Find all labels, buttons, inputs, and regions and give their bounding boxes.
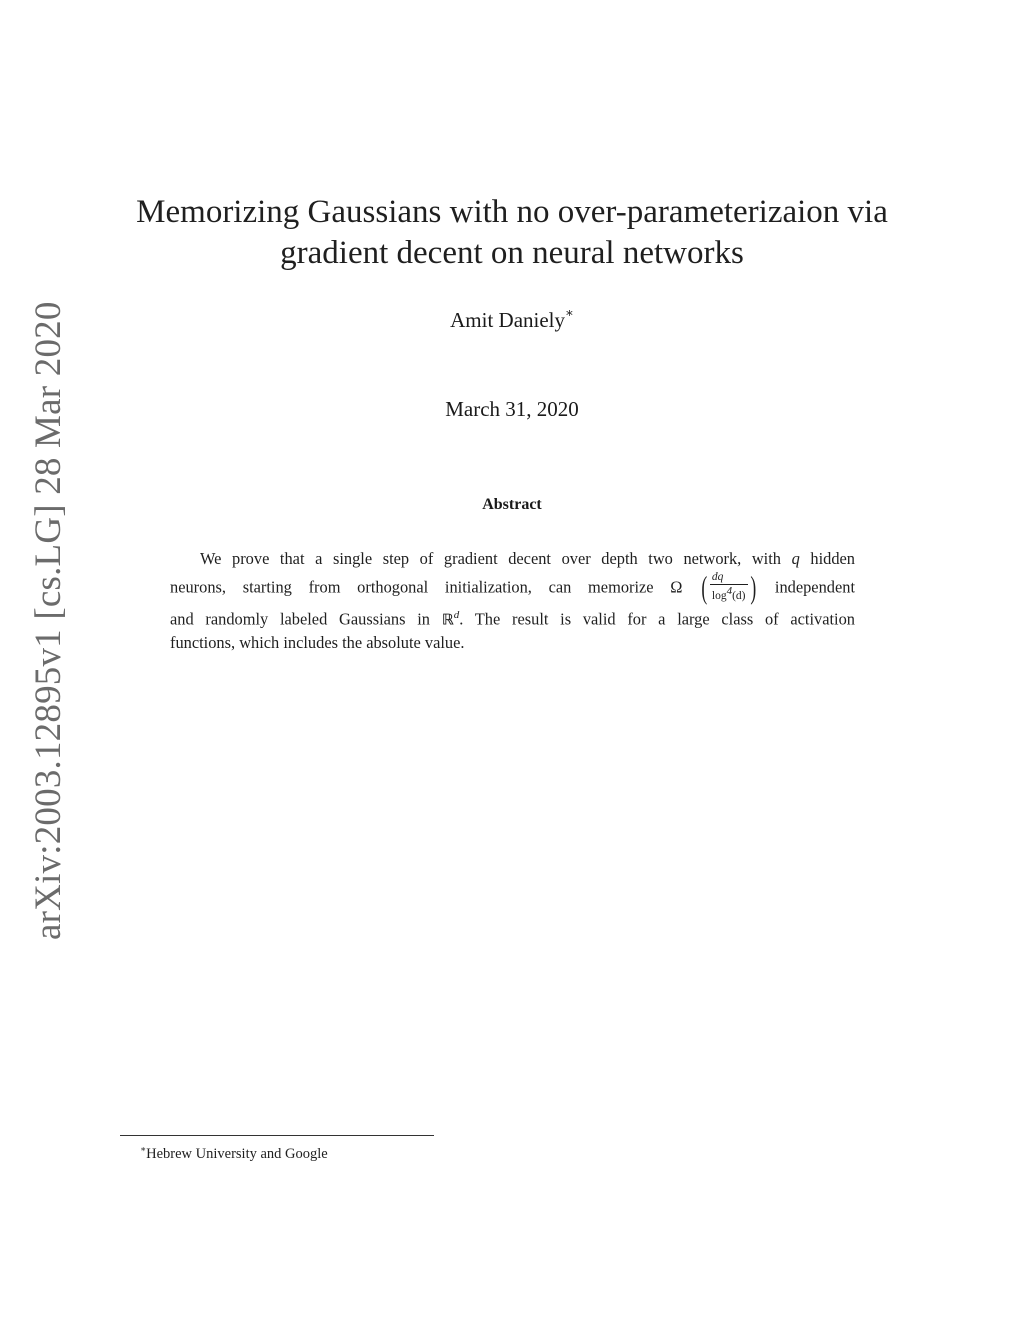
arxiv-identifier-stamp: arXiv:2003.12895v1 [cs.LG] 28 Mar 2020 [28,301,69,940]
fraction-denominator: $\log^4(d)$ [711,585,746,602]
paper-title [100,192,924,274]
abstract-line-1: We prove that a single step of gradient decent over depth two network, with q hidden [200,549,855,568]
author-footnote-mark: ∗ [565,305,574,320]
abstract-body [170,545,855,657]
paper-date: March 31, 2020 [445,397,579,421]
abstract-line-4: functions, which includes the absolute value. [170,633,465,652]
abstract-line-2: neurons, starting from orthogonal initialization, can memorize Ω ( $\frac{dq}{\log^4(d)}$ ) independent [170,568,855,605]
footnote [140,1140,328,1163]
omega-fraction: ( $\frac{dq}{\log^4(d)}$ ) [701,568,756,605]
real-numbers-symbol: ℝ [441,610,454,629]
author-line [0,302,1024,333]
var-q: q [791,549,800,568]
footnote-mark: ∗ [140,1144,147,1154]
fraction-numerator: dq [710,571,748,585]
footnote-text: Hebrew University and Google [146,1145,328,1162]
title-line-2: gradient decent on neural networks [280,235,744,271]
abstract-line-3: and randomly labeled Gaussians in ℝ$^d$. The result is valid for a large class of activation [170,609,856,629]
fraction [710,571,748,603]
title-line-1: Memorizing Gaussians with no over-parameterizaion via [136,194,888,230]
abstract-heading: Abstract [482,496,542,513]
author-name: Amit Daniely [450,308,566,332]
footnote-rule [120,1135,434,1136]
